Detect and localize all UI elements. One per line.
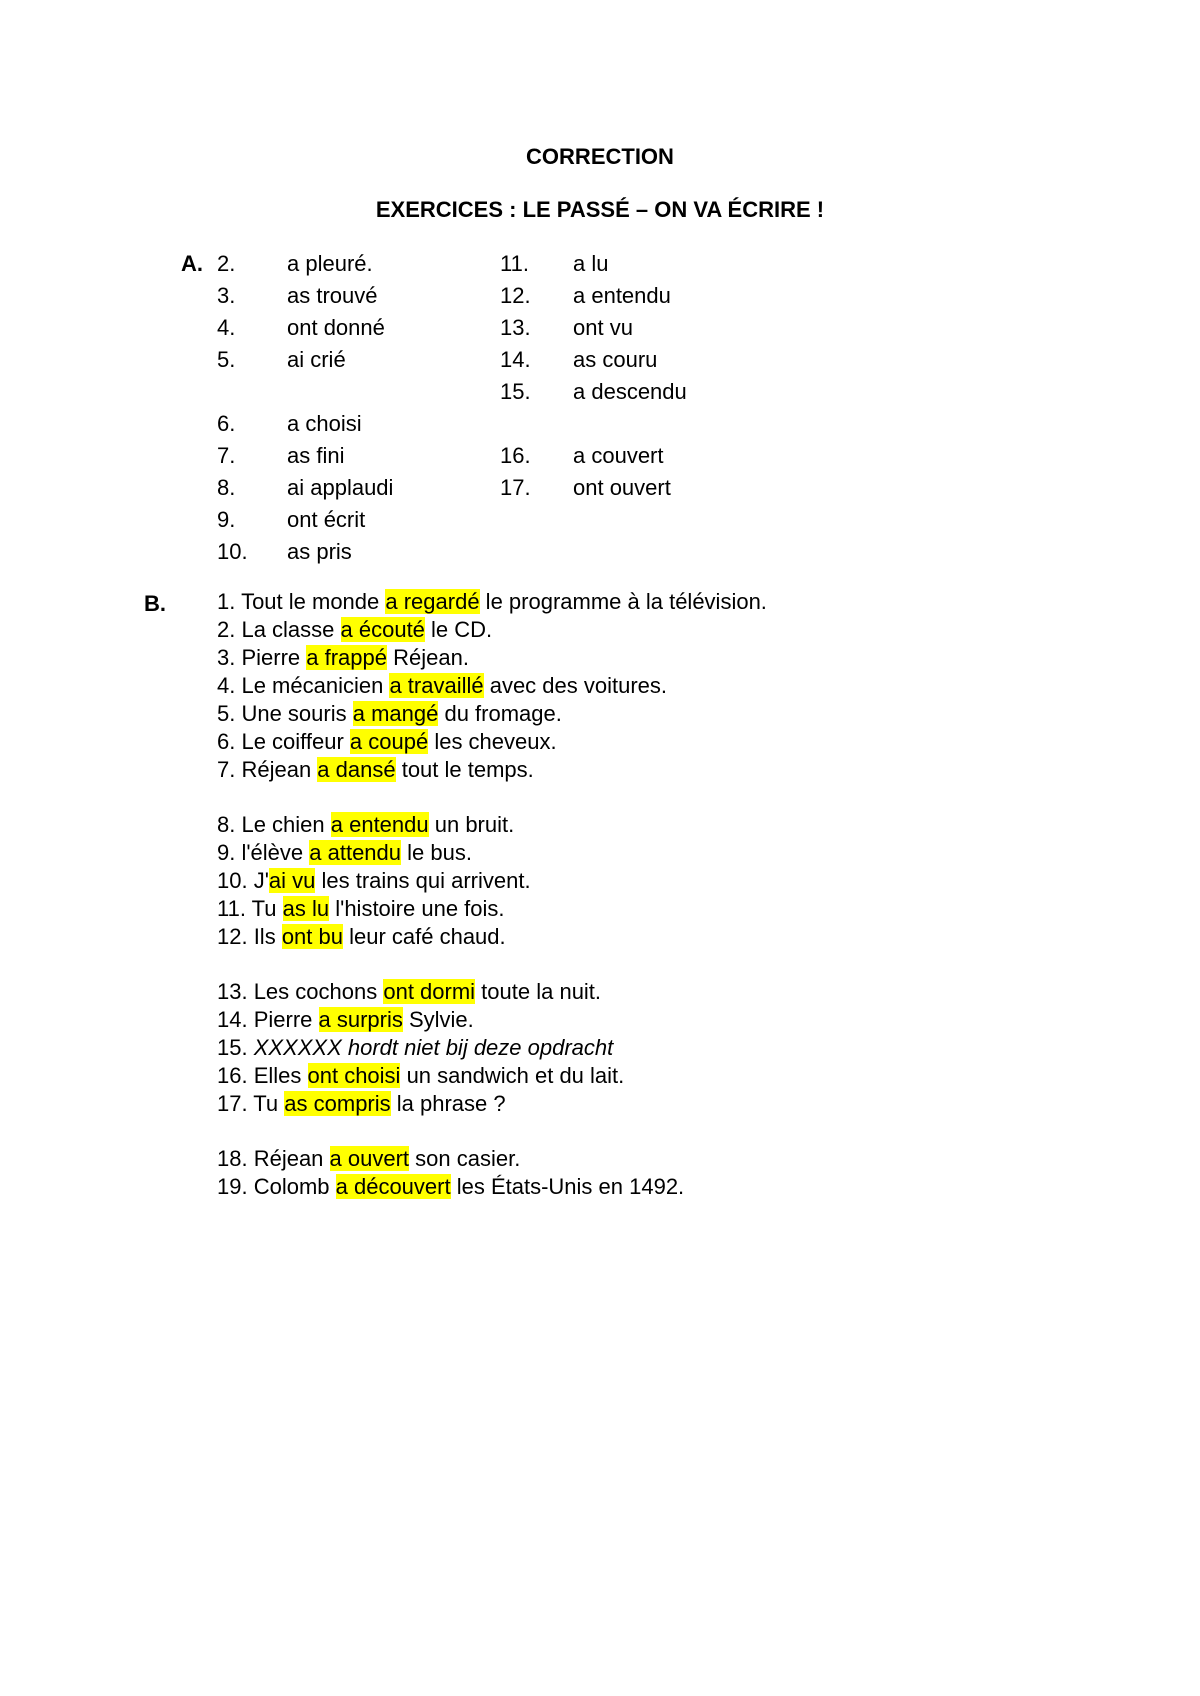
item-answer: ont vu: [573, 315, 633, 340]
item-number: 6.: [217, 411, 236, 436]
sentence: 6. Le coiffeur a coupé les cheveux.: [217, 729, 557, 754]
item-number: 11.: [500, 251, 529, 276]
highlighted-verb: a découvert: [335, 1174, 451, 1199]
section-a-label: A.: [181, 251, 203, 276]
page-subtitle: EXERCICES : LE PASSÉ – ON VA ÉCRIRE !: [375, 197, 825, 222]
item-answer: a lu: [573, 251, 609, 276]
item-answer: as fini: [287, 443, 345, 468]
sentence: 1. Tout le monde a regardé le programme à la télévision.: [217, 589, 767, 614]
sentence: 9. l'élève a attendu le bus.: [217, 840, 472, 865]
sentence: 3. Pierre a frappé Réjean.: [217, 645, 469, 670]
sentence: 17. Tu as compris la phrase ?: [217, 1091, 506, 1116]
highlighted-verb: ont dormi: [383, 979, 476, 1004]
item-number: 8.: [217, 475, 236, 500]
item-answer: as trouvé: [287, 283, 378, 308]
highlighted-verb: ont choisi: [307, 1063, 401, 1088]
sentence: 13. Les cochons ont dormi toute la nuit.: [217, 979, 602, 1004]
sentence: 7. Réjean a dansé tout le temps.: [217, 757, 534, 782]
item-answer: ai crié: [287, 347, 346, 372]
highlighted-verb: as lu: [282, 896, 330, 921]
highlighted-verb: ont bu: [281, 924, 343, 949]
item-number: 14.: [500, 347, 531, 372]
sentence: 2. La classe a écouté le CD.: [217, 617, 493, 642]
note-text: XXXXXX hordt niet bij deze opdracht: [253, 1035, 614, 1060]
highlighted-verb: as compris: [284, 1091, 391, 1116]
item-number: 10.: [217, 539, 248, 564]
item-number: 7.: [217, 443, 236, 468]
highlighted-verb: a frappé: [306, 645, 387, 670]
item-answer: ont ouvert: [573, 475, 671, 500]
item-number: 16.: [500, 443, 531, 468]
section-b-sentences: [217, 588, 767, 1201]
sentence: 8. Le chien a entendu un bruit.: [217, 812, 515, 837]
page-title: CORRECTION: [526, 144, 674, 169]
spacer: [217, 784, 767, 811]
highlighted-verb: a mangé: [352, 701, 439, 726]
highlighted-verb: a dansé: [317, 757, 396, 782]
item-number: 17.: [500, 475, 531, 500]
spacer: [217, 1118, 767, 1145]
section-b-label: B.: [144, 591, 166, 616]
sentence: 16. Elles ont choisi un sandwich et du lait.: [217, 1063, 625, 1088]
item-answer: as couru: [573, 347, 658, 372]
item-answer: a choisi: [287, 411, 362, 436]
highlighted-verb: a attendu: [309, 840, 402, 865]
item-number: 9.: [217, 507, 236, 532]
spacer: [217, 951, 767, 978]
sentence: 5. Une souris a mangé du fromage.: [217, 701, 562, 726]
item-answer: as pris: [287, 539, 352, 564]
sentence: 18. Réjean a ouvert son casier.: [217, 1146, 521, 1171]
highlighted-verb: ai vu: [268, 868, 316, 893]
item-number: 5.: [217, 347, 236, 372]
item-number: 13.: [500, 315, 531, 340]
sentence: 11. Tu as lu l'histoire une fois.: [217, 896, 505, 921]
highlighted-verb: a ouvert: [329, 1146, 410, 1171]
item-number: 3.: [217, 283, 236, 308]
item-number: 15.: [500, 379, 531, 404]
highlighted-verb: a entendu: [330, 812, 429, 837]
sentence: 12. Ils ont bu leur café chaud.: [217, 924, 506, 949]
item-number: 12.: [500, 283, 531, 308]
sentence: 4. Le mécanicien a travaillé avec des voitures.: [217, 673, 668, 698]
sentence: 14. Pierre a surpris Sylvie.: [217, 1007, 474, 1032]
highlighted-verb: a regardé: [385, 589, 480, 614]
highlighted-verb: a surpris: [318, 1007, 403, 1032]
sentence: 10. J'ai vu les trains qui arrivent.: [217, 868, 531, 893]
item-answer: a couvert: [573, 443, 664, 468]
item-answer: ont donné: [287, 315, 385, 340]
item-answer: ont écrit: [287, 507, 366, 532]
highlighted-verb: a coupé: [349, 729, 429, 754]
sentence-note: 15. XXXXXX hordt niet bij deze opdracht: [217, 1035, 614, 1060]
item-answer: a descendu: [573, 379, 687, 404]
item-number: 2.: [217, 251, 236, 276]
item-answer: ai applaudi: [287, 475, 394, 500]
highlighted-verb: a travaillé: [389, 673, 484, 698]
item-number: 4.: [217, 315, 236, 340]
item-answer: a entendu: [573, 283, 671, 308]
highlighted-verb: a écouté: [340, 617, 425, 642]
sentence: 19. Colomb a découvert les États-Unis en 1492.: [217, 1174, 685, 1199]
item-answer: a pleuré.: [287, 251, 373, 276]
